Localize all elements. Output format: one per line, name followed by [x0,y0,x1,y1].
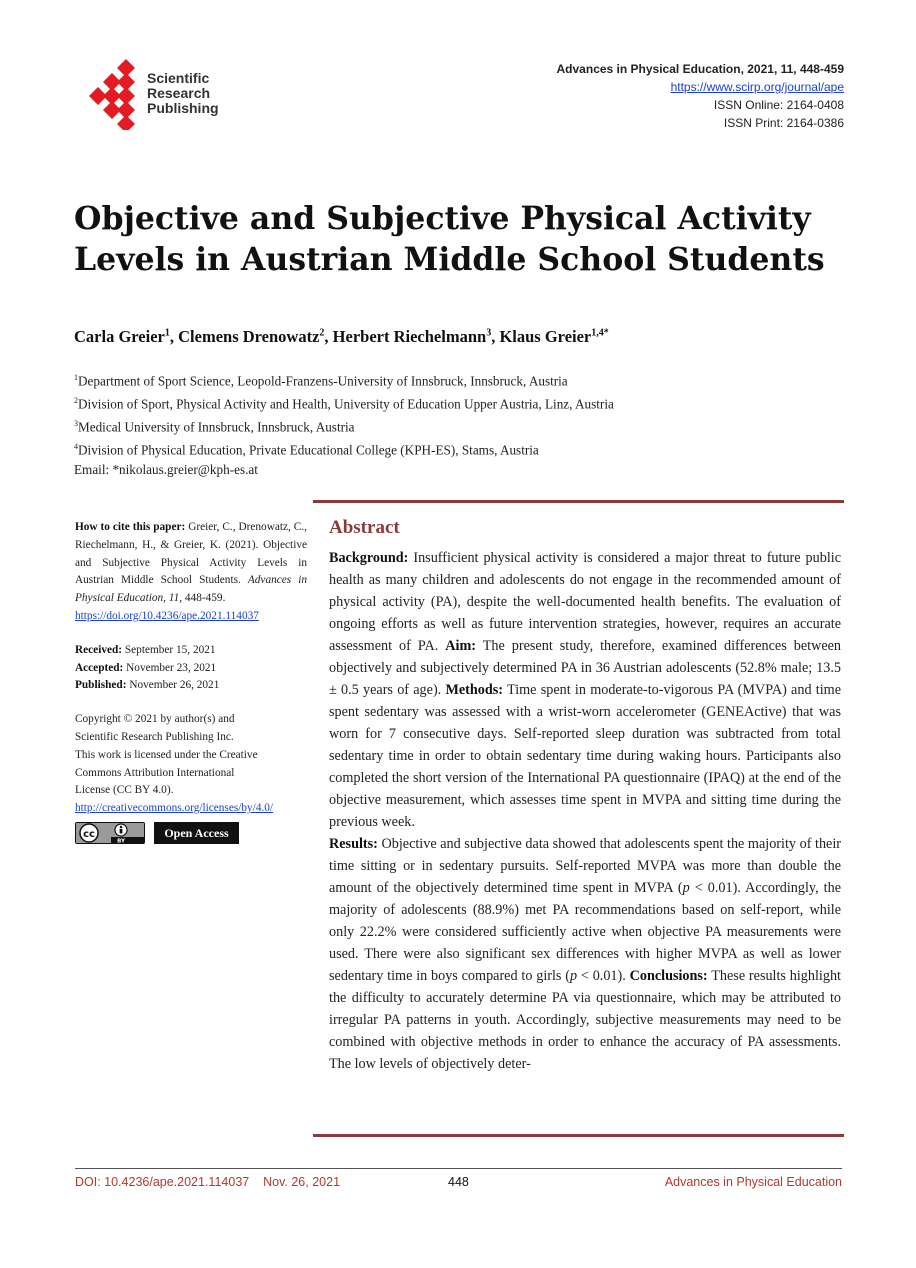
cc-by-badge[interactable] [75,822,145,844]
license-badges [75,822,307,844]
publisher-name: Scientific Research Publishing [147,70,219,116]
page-number: 448 [448,1175,469,1189]
creative-commons-icon [75,822,145,844]
author-name: Clemens Drenowatz [178,327,320,346]
doi-link[interactable]: https://doi.org/10.4236/ape.2021.114037 [75,609,259,622]
article-info-sidebar [75,519,307,844]
affiliations [74,368,614,480]
author-name: Klaus Greier [499,327,592,346]
affiliation-item: $^2$Division of Sport, Physical Activity and Health, University of Education Upper Austria, Linz, Austria [74,395,614,412]
page-footer [75,1175,842,1193]
license-link[interactable]: http://creativecommons.org/licenses/by/4.0/ [75,802,274,815]
journal-url-link[interactable]: https://www.scirp.org/journal/ape [670,80,844,94]
footer-journal: Advances in Physical Education [664,1175,842,1189]
published-date: Published: November 26, 2021 [75,679,220,692]
corresponding-email: Email: *nikolaus.greier@kph-es.at [74,461,258,477]
author-name: Herbert Riechelmann [332,327,487,346]
scirp-diamond-logo-icon [78,58,140,130]
svg-text:BY: BY [117,838,125,844]
issn-print: ISSN Print: 2164-0386 [723,116,844,130]
publisher-logo [78,58,228,130]
abstract-heading: Abstract [329,517,400,538]
journal-citation: Advances in Physical Education, 2021, 11, 448-459 [556,62,844,76]
author-list: Carla Greier$^1$, Clemens Drenowatz$^2$, Herbert Riechelmann$^3$, Klaus Greier$^{1,4*}$ [74,327,609,346]
affiliation-item: $^3$Medical University of Innsbruck, Innsbruck, Austria [74,418,355,435]
how-to-cite: How to cite this paper: Greier, C., Drenowatz, C., Riechelmann, H., & Greier, K. (2021). Objective and Subjective Physical Activity Levels in Austrian Middle School Students. Advances in Physical Education, 11, 448-459. [75,521,307,605]
abstract-top-rule [313,500,844,503]
footer-rule [75,1168,842,1169]
logo-diamond [117,115,135,130]
open-access-badge[interactable]: Open Access [154,822,239,844]
abstract-body: Background: Insufficient physical activity is considered a major threat to future public health as many children and adolescents do not engage in the recommended amount of physical activity (PA), despite the well-documented health benefits. The evaluation of ongoing efforts as well as future intervention strategies, however, requires an accurate assessment of PA. Aim: The present study, therefore, examined differences between objectively and subjectively determined PA in 36 Austrian adolescents (52.8% male; 13.5 ± 0.5 years of age). Methods: Time spent in moderate-to-vigorous PA (MVPA) and time spent sedentary was assessed with a wrist-worn accelerometer (GENEActive) that was worn for 7 consecutive days. Self-reported sleep duration was subtracted from total sedentary time in order to obtain sedentary time during waking hours. Participants also completed the short version of the International PA questionnaire (IPAQ) at the end of the objective measurement, which assesses time spent in MVPA and sitting time during the previous week. Results: Objective and subjective data showed that adolescents spent the majority of their time sitting or in sedentary pursuits. Self-reported MVPA was more than double the amount of the objectively determined time spent in MVPA (p < 0.01). Accordingly, the majority of adolescents (88.9%) met PA recommendations based on self-report, while only 22.2% were considered sufficiently active when objective PA measurements were used. There were also significant sex differences with higher MVPA as well as lower sedentary time in boys compared to girls (p < 0.01). Conclusions: These results highlight the difficulty to accurately determine PA via questionnaire, which may be attributed to irregular PA patterns in youth. Accordingly, subjective measurements may need to be combined with objective methods in order to enhance the accuracy of PA assessments. The low levels of objectively deter- [329,550,842,1072]
author-name: Carla Greier [74,327,165,346]
footer-doi: DOI: 10.4236/ape.2021.114037 Nov. 26, 2021 [75,1175,341,1189]
accepted-date: Accepted: November 23, 2021 [75,661,217,674]
issn-online: ISSN Online: 2164-0408 [713,98,844,112]
affiliation-item: $^4$Division of Physical Education, Private Educational College (KPH-ES), Stams, Austria [74,441,539,458]
copyright-notice: Copyright © 2021 by author(s) and Scientific Research Publishing Inc. This work is licensed under the Creative Commons Attribution International License (CC BY 4.0). [75,713,258,797]
journal-info [557,60,844,132]
affiliation-item: $^1$Department of Sport Science, Leopold-Franzens-University of Innsbruck, Innsbruck, Austria [74,373,568,389]
svg-text:cc: cc [83,828,95,840]
received-date: Received: September 15, 2021 [75,643,216,656]
abstract-bottom-rule [313,1134,844,1137]
paper-title: Objective and Subjective Physical Activity Levels in Austrian Middle School Students [74,200,825,278]
